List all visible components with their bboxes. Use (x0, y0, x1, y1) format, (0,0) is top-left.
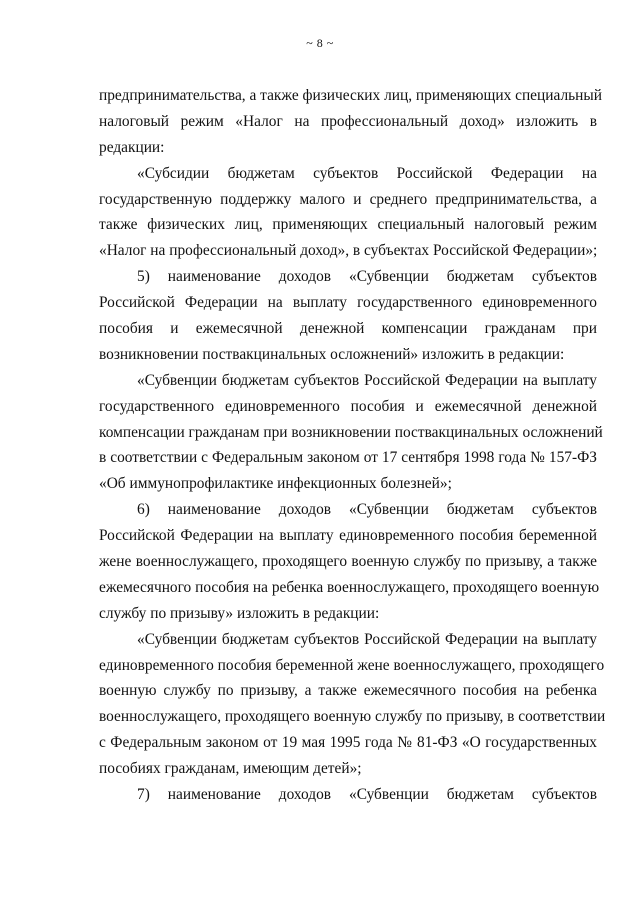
text-line: предпринимательства, а также физических лиц, применяющих специальный (99, 87, 602, 104)
text-line: Российской Федерации на выплату государственного единовременного (99, 294, 597, 312)
text-line: военнослужащего, проходящего военную службу по призыву, в соответствии (99, 708, 606, 726)
text-line: «Субвенции бюджетам субъектов Российской Федерации на выплату (137, 371, 597, 389)
text-line: военную службу по призыву, а также ежемесячного пособия на ребенка (99, 682, 597, 700)
document-body (99, 83, 606, 808)
text-line: службу по призыву» изложить в редакции: (99, 604, 380, 622)
text-line: «Субсидии бюджетам субъектов Российской Федерации на (137, 164, 597, 182)
text-line: компенсации гражданам при возникновении поствакцинальных осложнений (99, 423, 603, 441)
text-line: единовременного пособия беременной жене военнослужащего, проходящего (99, 656, 605, 674)
page-number: ~ 8 ~ (306, 36, 334, 50)
text-line: с Федеральным законом от 19 мая 1995 года № 81-ФЗ «О государственных (99, 734, 597, 752)
text-line: пособия и ежемесячной денежной компенсации гражданам при (99, 320, 597, 338)
text-line: в соответствии с Федеральным законом от 17 сентября 1998 года № 157-ФЗ (99, 449, 597, 467)
text-line: пособиях гражданам, имеющим детей»; (99, 760, 362, 778)
text-line: 6) наименование доходов «Субвенции бюджетам субъектов (137, 501, 597, 519)
text-line: налоговый режим «Налог на профессиональный доход» изложить в (99, 112, 597, 130)
text-line: также физических лиц, применяющих специальный налоговый режим (99, 216, 597, 234)
text-line: «Субвенции бюджетам субъектов Российской Федерации на выплату (137, 630, 597, 648)
text-line: ежемесячного пособия на ребенка военнослужащего, проходящего военную (99, 578, 600, 596)
text-line: жене военнослужащего, проходящего военную службу по призыву, а также (99, 553, 597, 571)
text-line: государственного единовременного пособия и ежемесячной денежной (99, 397, 597, 415)
text-line: возникновении поствакцинальных осложнений» изложить в редакции: (99, 345, 565, 363)
text-line: «Налог на профессиональный доход», в субъектах Российской Федерации»; (99, 242, 598, 260)
text-line: 7) наименование доходов «Субвенции бюджетам субъектов (137, 786, 597, 804)
text-line: Российской Федерации на выплату единовременного пособия беременной (99, 527, 597, 545)
text-line: «Об иммунопрофилактике инфекционных болезней»; (99, 475, 452, 493)
text-line: 5) наименование доходов «Субвенции бюджетам субъектов (137, 268, 597, 286)
text-line: редакции: (99, 138, 165, 156)
text-line: государственную поддержку малого и среднего предпринимательства, а (99, 190, 597, 208)
